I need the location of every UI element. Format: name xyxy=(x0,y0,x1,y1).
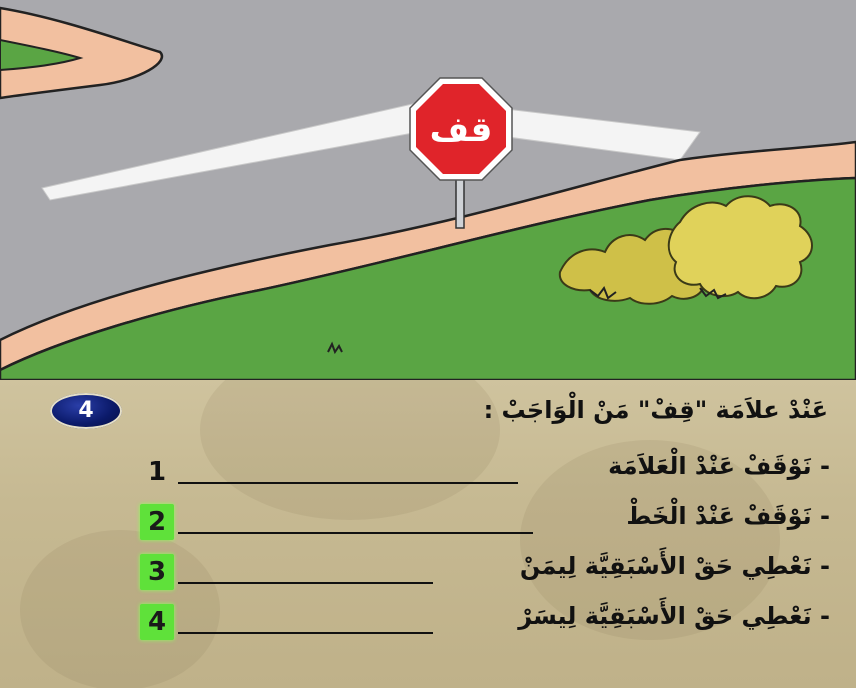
answer-text: - نَوْقَفْ عَنْدْ الْخَطْ xyxy=(626,502,830,530)
answer-underline xyxy=(178,532,533,534)
question-text: عَنْدْ علاَمَة "قِفْ" مَنْ الْوَاجَبْ : xyxy=(483,396,828,424)
answer-text: - نَعْطِي حَقْ الأَسْبَقِيَّة لِيسَرْ xyxy=(518,602,830,630)
answer-option-2[interactable] xyxy=(140,500,830,544)
answer-option-1[interactable] xyxy=(140,450,830,494)
question-number-badge: 4 xyxy=(50,393,122,429)
stop-sign xyxy=(410,78,512,180)
answer-number[interactable]: 3 xyxy=(140,554,174,590)
answer-number[interactable]: 4 xyxy=(140,604,174,640)
answer-text: - نَعْطِي حَقْ الأَسْبَقِيَّة لِيمَنْ xyxy=(519,552,830,580)
answer-underline xyxy=(178,582,433,584)
answer-underline xyxy=(178,482,518,484)
answer-option-3[interactable] xyxy=(140,550,830,594)
answer-underline xyxy=(178,632,433,634)
answer-number[interactable]: 1 xyxy=(147,457,167,487)
answer-number[interactable]: 2 xyxy=(140,504,174,540)
question-panel xyxy=(0,380,856,688)
stop-sign-text: قف xyxy=(429,110,493,150)
answer-option-4[interactable] xyxy=(140,600,830,644)
answer-text: - نَوْقَفْ عَنْدْ الْعَلاَمَة xyxy=(608,452,830,480)
